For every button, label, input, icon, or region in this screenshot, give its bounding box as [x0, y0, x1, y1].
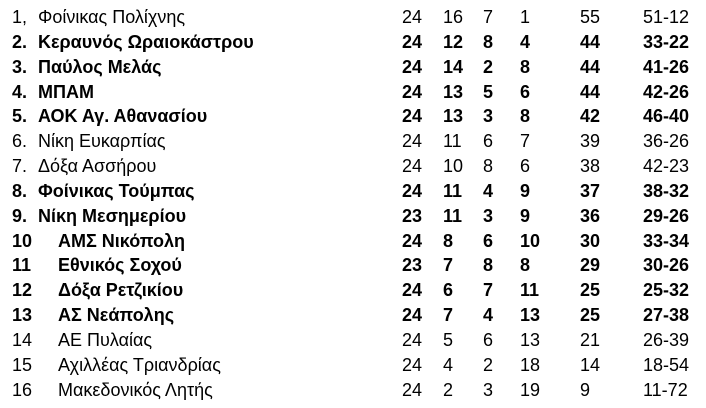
- team-name-cell: ΑΣ Νεάπολης: [58, 305, 175, 326]
- draws-cell: 6: [483, 230, 494, 251]
- team-name-cell: ΜΠΑΜ: [38, 81, 94, 102]
- table-row: [0, 204, 706, 229]
- wins-cell: 13: [443, 106, 464, 127]
- rank-cell: 3.: [12, 56, 28, 77]
- losses-cell: 10: [520, 230, 541, 251]
- losses-cell: 19: [520, 379, 541, 400]
- goals-cell: 46-40: [643, 106, 690, 127]
- points-cell: 55: [580, 7, 601, 27]
- table-row: [0, 378, 706, 403]
- wins-cell: 2: [443, 379, 454, 400]
- draws-cell: 6: [483, 131, 494, 152]
- losses-cell: 13: [520, 329, 541, 350]
- team-name-cell: Φοίνικας Τούμπας: [38, 180, 195, 201]
- played-cell: 24: [402, 329, 423, 350]
- team-name-cell: ΑΜΣ Νικόπολη: [58, 230, 186, 251]
- points-cell: 29: [580, 255, 601, 276]
- points-cell: 9: [580, 379, 591, 400]
- table-row: [0, 80, 706, 105]
- table-row: [0, 253, 706, 278]
- wins-cell: 16: [443, 7, 464, 27]
- goals-cell: 25-32: [643, 280, 690, 301]
- team-name-cell: ΑΕ Πυλαίας: [58, 329, 153, 350]
- goals-cell: 18-54: [643, 354, 690, 375]
- team-name-cell: Δόξα Ασσήρου: [38, 156, 157, 177]
- goals-cell: 30-26: [643, 255, 690, 276]
- goals-cell: 29-26: [643, 205, 690, 226]
- wins-cell: 7: [443, 305, 454, 326]
- rank-cell: 14: [12, 329, 33, 350]
- points-cell: 44: [580, 31, 601, 52]
- points-cell: 42: [580, 106, 601, 127]
- played-cell: 24: [402, 31, 423, 52]
- goals-cell: 27-38: [643, 305, 690, 326]
- table-row: [0, 129, 706, 154]
- goals-cell: 36-26: [643, 131, 690, 152]
- table-row: [0, 104, 706, 129]
- losses-cell: 18: [520, 354, 541, 375]
- team-name-cell: Αχιλλέας Τριανδρίας: [58, 354, 221, 375]
- table-row: [0, 229, 706, 254]
- team-name-cell: Μακεδονικός Λητής: [58, 379, 213, 400]
- played-cell: 24: [402, 379, 423, 400]
- draws-cell: 3: [483, 106, 494, 127]
- points-cell: 25: [580, 280, 601, 301]
- points-cell: 30: [580, 230, 601, 251]
- team-name-cell: Εθνικός Σοχού: [58, 255, 182, 276]
- points-cell: 44: [580, 56, 601, 77]
- team-name-cell: Κεραυνός Ωραιοκάστρου: [38, 31, 254, 52]
- played-cell: 24: [402, 354, 423, 375]
- rank-cell: 13: [12, 305, 33, 326]
- goals-cell: 26-39: [643, 329, 690, 350]
- points-cell: 21: [580, 329, 601, 350]
- draws-cell: 7: [483, 7, 494, 27]
- losses-cell: 6: [520, 81, 531, 102]
- table-row: [0, 5, 706, 30]
- draws-cell: 3: [483, 379, 494, 400]
- table-row: [0, 278, 706, 303]
- played-cell: 23: [402, 205, 423, 226]
- team-name-cell: Νίκη Ευκαρπίας: [38, 131, 166, 152]
- goals-cell: 51-12: [643, 7, 690, 27]
- draws-cell: 2: [483, 354, 494, 375]
- played-cell: 24: [402, 305, 423, 326]
- played-cell: 24: [402, 81, 423, 102]
- points-cell: 39: [580, 131, 601, 152]
- draws-cell: 6: [483, 329, 494, 350]
- table-row: [0, 154, 706, 179]
- played-cell: 24: [402, 180, 423, 201]
- wins-cell: 4: [443, 354, 454, 375]
- wins-cell: 11: [443, 180, 463, 201]
- played-cell: 24: [402, 56, 423, 77]
- table-row: [0, 55, 706, 80]
- wins-cell: 10: [443, 156, 464, 177]
- rank-cell: 8.: [12, 180, 28, 201]
- wins-cell: 11: [443, 205, 463, 226]
- team-name-cell: ΑΟΚ Αγ. Αθανασίου: [38, 106, 208, 127]
- rank-cell: 6.: [12, 131, 28, 152]
- played-cell: 24: [402, 106, 423, 127]
- rank-cell: 12: [12, 280, 33, 301]
- draws-cell: 3: [483, 205, 494, 226]
- points-cell: 37: [580, 180, 601, 201]
- draws-cell: 7: [483, 280, 494, 301]
- goals-cell: 38-32: [643, 180, 690, 201]
- losses-cell: 8: [520, 255, 531, 276]
- goals-cell: 42-23: [643, 156, 690, 177]
- played-cell: 24: [402, 280, 423, 301]
- team-name-cell: Φοίνικας Πολίχνης: [38, 7, 186, 27]
- losses-cell: 1: [520, 7, 531, 27]
- losses-cell: 6: [520, 156, 531, 177]
- rank-cell: 4.: [12, 81, 28, 102]
- wins-cell: 14: [443, 56, 464, 77]
- points-cell: 38: [580, 156, 601, 177]
- played-cell: 24: [402, 7, 423, 27]
- table-row: [0, 328, 706, 353]
- losses-cell: 11: [520, 280, 540, 301]
- goals-cell: 42-26: [643, 81, 690, 102]
- rank-cell: 11: [12, 255, 32, 276]
- rank-cell: 9.: [12, 205, 28, 226]
- draws-cell: 5: [483, 81, 494, 102]
- goals-cell: 11-72: [643, 379, 688, 400]
- draws-cell: 4: [483, 180, 494, 201]
- rank-cell: 7.: [12, 156, 28, 177]
- rank-cell: 15: [12, 354, 33, 375]
- losses-cell: 9: [520, 205, 531, 226]
- draws-cell: 8: [483, 31, 494, 52]
- table-row: [0, 30, 706, 55]
- played-cell: 23: [402, 255, 423, 276]
- losses-cell: 4: [520, 31, 531, 52]
- rank-cell: 1,: [12, 7, 28, 27]
- played-cell: 24: [402, 131, 423, 152]
- draws-cell: 2: [483, 56, 494, 77]
- losses-cell: 13: [520, 305, 541, 326]
- draws-cell: 8: [483, 156, 494, 177]
- wins-cell: 11: [443, 131, 462, 152]
- goals-cell: 41-26: [643, 56, 690, 77]
- wins-cell: 7: [443, 255, 454, 276]
- points-cell: 44: [580, 81, 601, 102]
- goals-cell: 33-34: [643, 230, 690, 251]
- table-row: [0, 353, 706, 378]
- losses-cell: 7: [520, 131, 531, 152]
- team-name-cell: Παύλος Μελάς: [38, 56, 162, 77]
- rank-cell: 2.: [12, 31, 28, 52]
- points-cell: 25: [580, 305, 601, 326]
- table-row: [0, 303, 706, 328]
- played-cell: 24: [402, 230, 423, 251]
- goals-cell: 33-22: [643, 31, 690, 52]
- losses-cell: 8: [520, 56, 531, 77]
- played-cell: 24: [402, 156, 423, 177]
- draws-cell: 8: [483, 255, 494, 276]
- wins-cell: 6: [443, 280, 454, 301]
- points-cell: 14: [580, 354, 601, 375]
- wins-cell: 5: [443, 329, 454, 350]
- table-row: [0, 179, 706, 204]
- wins-cell: 13: [443, 81, 464, 102]
- rank-cell: 16: [12, 379, 33, 400]
- team-name-cell: Νίκη Μεσημερίου: [38, 205, 187, 226]
- draws-cell: 4: [483, 305, 494, 326]
- rank-cell: 10: [12, 230, 33, 251]
- wins-cell: 12: [443, 31, 464, 52]
- wins-cell: 8: [443, 230, 454, 251]
- losses-cell: 9: [520, 180, 531, 201]
- points-cell: 36: [580, 205, 601, 226]
- losses-cell: 8: [520, 106, 531, 127]
- team-name-cell: Δόξα Ρετζικίου: [58, 280, 184, 301]
- rank-cell: 5.: [12, 106, 28, 127]
